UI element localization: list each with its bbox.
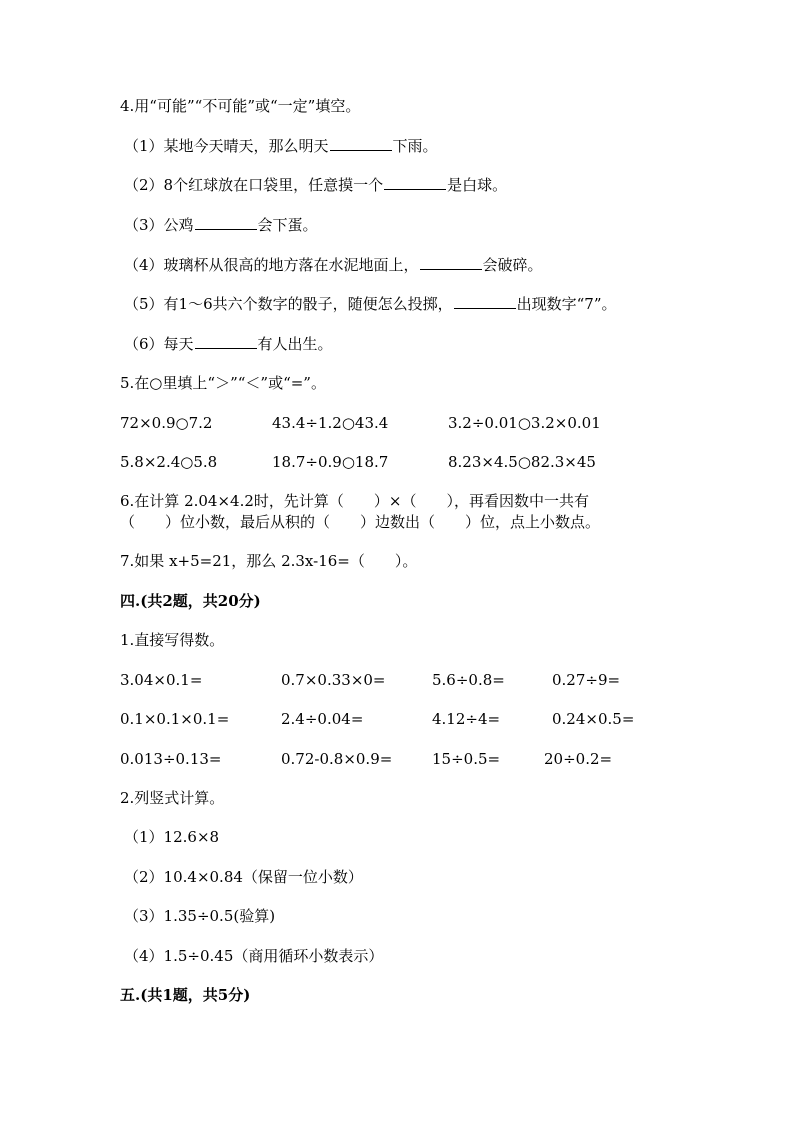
answer-blank[interactable] bbox=[195, 334, 257, 349]
q5-cell: 5.8×2.4○5.8 bbox=[120, 453, 218, 471]
q4-item-1-post: 下雨。 bbox=[392, 137, 438, 155]
q4-item-5-post: 出现数字“7”。 bbox=[516, 295, 617, 313]
calc-cell: 0.72-0.8×0.9= bbox=[281, 750, 393, 768]
q4-item-5-pre: （5）有1～6共六个数字的骰子，随便怎么投掷， bbox=[124, 295, 453, 313]
answer-blank[interactable] bbox=[420, 255, 482, 270]
q4-item-6-post: 有人出生。 bbox=[257, 335, 333, 353]
q6-line-1: 6.在计算 2.04×4.2时，先计算（ ）×（ ），再看因数中一共有 bbox=[120, 492, 589, 510]
s4q2-item-4: （4）1.5÷0.45（商用循环小数表示） bbox=[124, 947, 384, 965]
s4q2-item-1: （1）12.6×8 bbox=[124, 828, 220, 846]
q5-cell: 18.7÷0.9○18.7 bbox=[272, 453, 389, 471]
calc-cell: 15÷0.5= bbox=[432, 750, 501, 768]
calc-cell: 0.24×0.5= bbox=[552, 710, 635, 728]
q4-item-4-pre: （4）玻璃杯从很高的地方落在水泥地面上， bbox=[124, 256, 419, 274]
q4-item-4 bbox=[124, 255, 543, 275]
s4q1-title: 1.直接写得数。 bbox=[120, 631, 225, 649]
calc-cell: 0.27÷9= bbox=[552, 671, 621, 689]
section-5-title: 五.(共1题，共5分) bbox=[120, 986, 251, 1004]
q4-item-2-post: 是白球。 bbox=[447, 176, 508, 194]
q4-item-5 bbox=[124, 294, 617, 314]
q4-item-1 bbox=[124, 136, 438, 156]
s4q2-item-2: （2）10.4×0.84（保留一位小数） bbox=[124, 868, 363, 886]
q6-line-2: （ ）位小数，最后从积的（ ）边数出（ ）位，点上小数点。 bbox=[120, 513, 601, 531]
q5-cell: 8.23×4.5○82.3×45 bbox=[448, 453, 596, 471]
q4-item-2-pre: （2）8个红球放在口袋里，任意摸一个 bbox=[124, 176, 384, 194]
answer-blank[interactable] bbox=[195, 215, 257, 230]
s4q2-title: 2.列竖式计算。 bbox=[120, 789, 225, 807]
q5-cell: 43.4÷1.2○43.4 bbox=[272, 414, 389, 432]
q4-item-3-post: 会下蛋。 bbox=[257, 216, 318, 234]
calc-cell: 0.7×0.33×0= bbox=[281, 671, 386, 689]
q7-text: 7.如果 x+5=21，那么 2.3x-16=（ ）。 bbox=[120, 552, 418, 570]
calc-cell: 2.4÷0.04= bbox=[281, 710, 364, 728]
q4-item-3-pre: （3）公鸡 bbox=[124, 216, 194, 234]
q5-title: 5.在○里填上“＞”“＜”或“=”。 bbox=[120, 374, 326, 392]
s4q2-item-3: （3）1.35÷0.5(验算) bbox=[124, 907, 276, 925]
calc-cell: 4.12÷4= bbox=[432, 710, 501, 728]
q4-title: 4.用“可能”“不可能”或“一定”填空。 bbox=[120, 97, 361, 115]
answer-blank[interactable] bbox=[454, 294, 516, 309]
q4-item-1-pre: （1）某地今天晴天，那么明天 bbox=[124, 137, 329, 155]
q4-item-3 bbox=[124, 215, 318, 235]
q4-item-4-post: 会破碎。 bbox=[482, 256, 543, 274]
answer-blank[interactable] bbox=[330, 136, 392, 151]
q4-item-2 bbox=[124, 175, 507, 195]
q5-cell: 72×0.9○7.2 bbox=[120, 414, 213, 432]
calc-cell: 3.04×0.1= bbox=[120, 671, 203, 689]
q4-item-6 bbox=[124, 334, 333, 354]
section-4-title: 四.(共2题，共20分) bbox=[120, 592, 261, 610]
q5-cell: 3.2÷0.01○3.2×0.01 bbox=[448, 414, 601, 432]
calc-cell: 0.1×0.1×0.1= bbox=[120, 710, 230, 728]
q4-item-6-pre: （6）每天 bbox=[124, 335, 194, 353]
calc-cell: 0.013÷0.13= bbox=[120, 750, 222, 768]
answer-blank[interactable] bbox=[384, 175, 446, 190]
calc-cell: 20÷0.2= bbox=[544, 750, 613, 768]
calc-cell: 5.6÷0.8= bbox=[432, 671, 505, 689]
